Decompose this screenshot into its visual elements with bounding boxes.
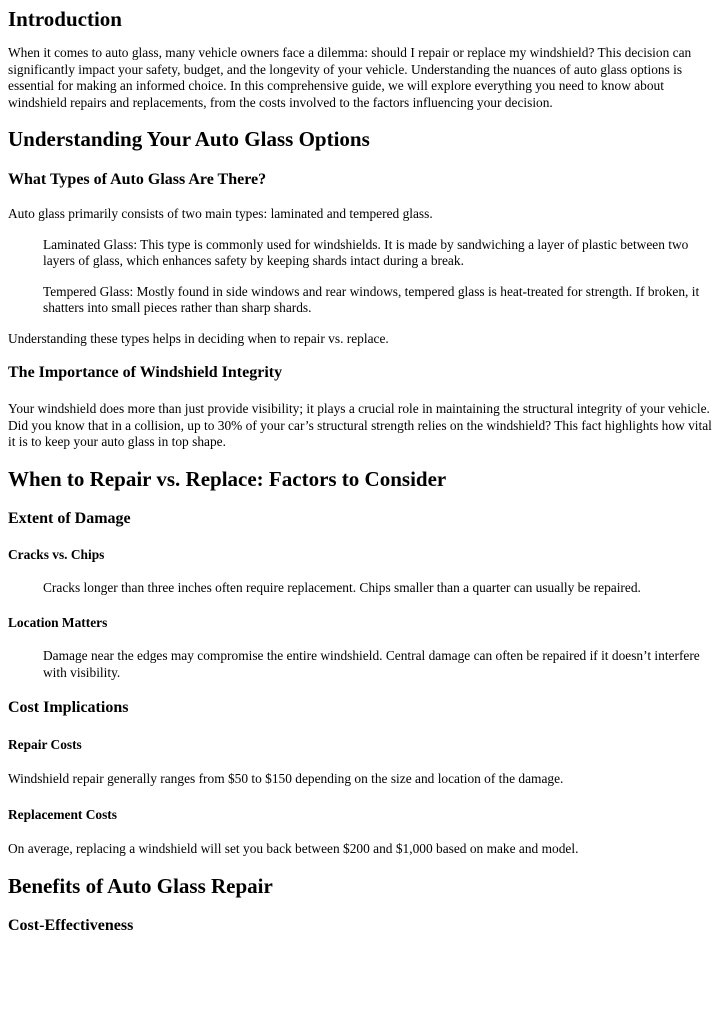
heading-auto-glass-options: Understanding Your Auto Glass Options [8, 127, 370, 151]
paragraph-location-matters: Damage near the edges may compromise the entire windshield. Central damage can often be repaired if it doesn’t interfere with visibility. [43, 648, 700, 680]
heading-cost-effectiveness: Cost-Effectiveness [8, 917, 134, 934]
list-item-laminated-glass: Laminated Glass: This type is commonly used for windshields. It is made by sandwiching a layer of plastic between two layers of glass, which enhances safety by keeping shards intact during a break. [43, 236, 689, 268]
heading-benefits-of-repair: Benefits of Auto Glass Repair [8, 874, 273, 898]
article [0, 7, 720, 936]
paragraph-introduction: When it comes to auto glass, many vehicle owners face a dilemma: should I repair or replace my windshield? This decision can significantly impact your safety, budget, and the longevity of your vehicle. Understanding the nuances of auto glass options is essential for making an informed choice. In this comprehensive guide, we will explore everything you need to know about windshield repairs and replacements, from the costs involved to the factors influencing your decision. [8, 45, 692, 110]
heading-extent-of-damage: Extent of Damage [8, 509, 131, 527]
heading-replacement-costs: Replacement Costs [8, 806, 117, 822]
paragraph-glass-types-closing: Understanding these types helps in deciding when to repair vs. replace. [8, 330, 389, 346]
heading-repair-costs: Repair Costs [8, 737, 82, 752]
paragraph-windshield-integrity: Your windshield does more than just provide visibility; it plays a crucial role in maintaining the structural integrity of your vehicle. Did you know that in a collision, up to 30% of your car’s structural strength relies on the windshield? This fact highlights how vital it is to keep your auto glass in top shape. [8, 401, 712, 449]
heading-introduction: Introduction [8, 7, 122, 31]
list-item-tempered-glass: Tempered Glass: Mostly found in side windows and rear windows, tempered glass is heat-treated for strength. If broken, it shatters into small pieces rather than sharp shards. [43, 283, 700, 315]
heading-cracks-vs-chips: Cracks vs. Chips [8, 546, 105, 562]
heading-location-matters: Location Matters [8, 615, 108, 630]
heading-cost-implications: Cost Implications [8, 699, 129, 716]
paragraph-glass-types: Auto glass primarily consists of two main types: laminated and tempered glass. [8, 206, 433, 221]
heading-windshield-integrity: The Importance of Windshield Integrity [8, 364, 283, 381]
paragraph-cracks-vs-chips: Cracks longer than three inches often require replacement. Chips smaller than a quarter can usually be repaired. [43, 579, 641, 595]
paragraph-repair-costs: Windshield repair generally ranges from $50 to $150 depending on the size and location of the damage. [8, 771, 564, 786]
paragraph-replacement-costs: On average, replacing a windshield will set you back between $200 and $1,000 based on make and model. [8, 840, 579, 856]
heading-repair-vs-replace: When to Repair vs. Replace: Factors to Consider [8, 466, 447, 491]
heading-glass-types: What Types of Auto Glass Are There? [8, 171, 267, 188]
